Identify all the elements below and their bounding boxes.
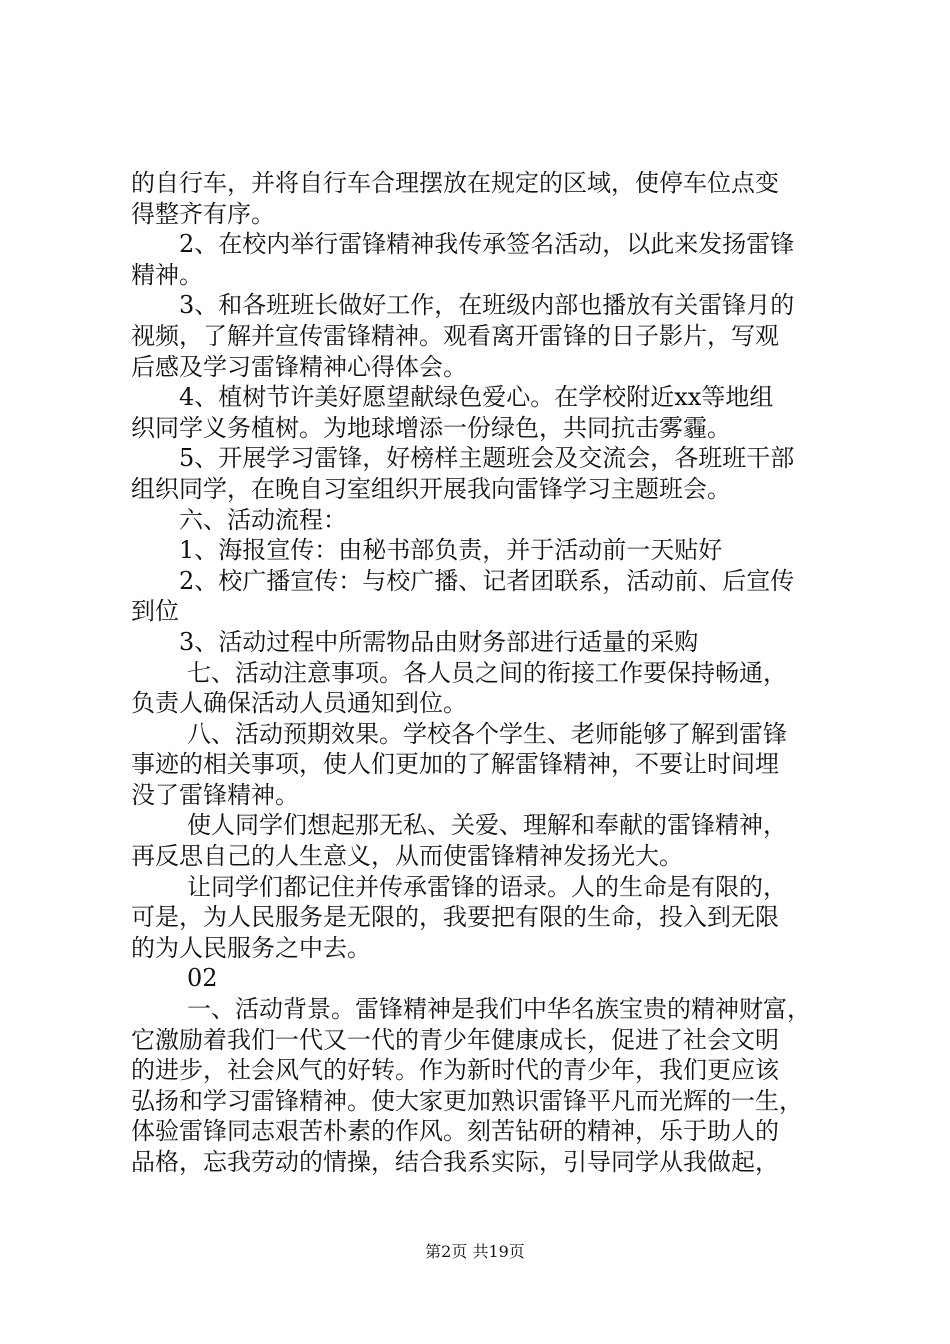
text-line: 八、活动预期效果。学校各个学生、老师能够了解到雷锋 bbox=[187, 719, 787, 748]
text-line: 视频，了解并宣传雷锋精神。观看离开雷锋的日子影片，写观 bbox=[131, 321, 779, 350]
text-line: 精神。 bbox=[131, 260, 203, 289]
text-line: 得整齐有序。 bbox=[131, 199, 275, 228]
text-line: 织同学义务植树。为地球增添一份绿色，共同抗击雾霾。 bbox=[131, 413, 731, 442]
text-line: 3、活动过程中所需物品由财务部进行适量的采购 bbox=[179, 627, 699, 656]
text-line: 没了雷锋精神。 bbox=[131, 780, 299, 809]
text-line: 的为人民服务之中去。 bbox=[131, 933, 371, 962]
text-line: 02 bbox=[187, 964, 218, 993]
text-line: 七、活动注意事项。各人员之间的衔接工作要保持畅通， bbox=[187, 658, 787, 687]
text-line: 体验雷锋同志艰苦朴素的作风。刻苦钻研的精神，乐于助人的 bbox=[131, 1117, 779, 1146]
text-line: 一、活动背景。雷锋精神是我们中华名族宝贵的精神财富， bbox=[187, 995, 811, 1024]
document-body bbox=[131, 168, 831, 1178]
text-line: 4、植树节许美好愿望献绿色爱心。在学校附近xx等地组 bbox=[179, 383, 774, 412]
text-line: 弘扬和学习雷锋精神。使大家更加熟识雷锋平凡而光辉的一生， bbox=[131, 1086, 803, 1115]
text-line: 使人同学们想起那无私、关爱、理解和奉献的雷锋精神， bbox=[187, 811, 787, 840]
text-line: 后感及学习雷锋精神心得体会。 bbox=[131, 352, 467, 381]
text-line: 到位 bbox=[131, 597, 179, 626]
text-line: 3、和各班班长做好工作，在班级内部也播放有关雷锋月的 bbox=[179, 291, 795, 320]
text-line: 5、开展学习雷锋，好榜样主题班会及交流会，各班班干部 bbox=[179, 444, 795, 473]
text-line: 再反思自己的人生意义，从而使雷锋精神发扬光大。 bbox=[131, 842, 683, 871]
text-line: 2、在校内举行雷锋精神我传承签名活动，以此来发扬雷锋 bbox=[179, 230, 795, 259]
text-line: 品格，忘我劳动的情操，结合我系实际，引导同学从我做起， bbox=[131, 1148, 779, 1176]
text-line: 负责人确保活动人员通知到位。 bbox=[131, 689, 467, 718]
text-line: 1、海报宣传：由秘书部负责，并于活动前一天贴好 bbox=[179, 536, 723, 565]
text-line: 的自行车，并将自行车合理摆放在规定的区域，使停车位点变 bbox=[131, 169, 779, 197]
text-line: 的进步，社会风气的好转。作为新时代的青少年，我们更应该 bbox=[131, 1056, 779, 1085]
text-line: 事迹的相关事项，使人们更加的了解雷锋精神，不要让时间埋 bbox=[131, 750, 779, 779]
text-line: 组织同学，在晚自习室组织开展我向雷锋学习主题班会。 bbox=[131, 474, 731, 503]
text-line: 它激励着我们一代又一代的青少年健康成长，促进了社会文明 bbox=[131, 1025, 779, 1054]
page-footer: 第2页 共19页 bbox=[425, 1242, 525, 1261]
text-line: 可是，为人民服务是无限的，我要把有限的生命，投入到无限 bbox=[131, 903, 779, 932]
text-line: 让同学们都记住并传承雷锋的语录。人的生命是有限的， bbox=[187, 872, 787, 901]
text-line: 2、校广播宣传：与校广播、记者团联系，活动前、后宣传 bbox=[179, 566, 795, 595]
text-line: 六、活动流程： bbox=[179, 505, 347, 534]
